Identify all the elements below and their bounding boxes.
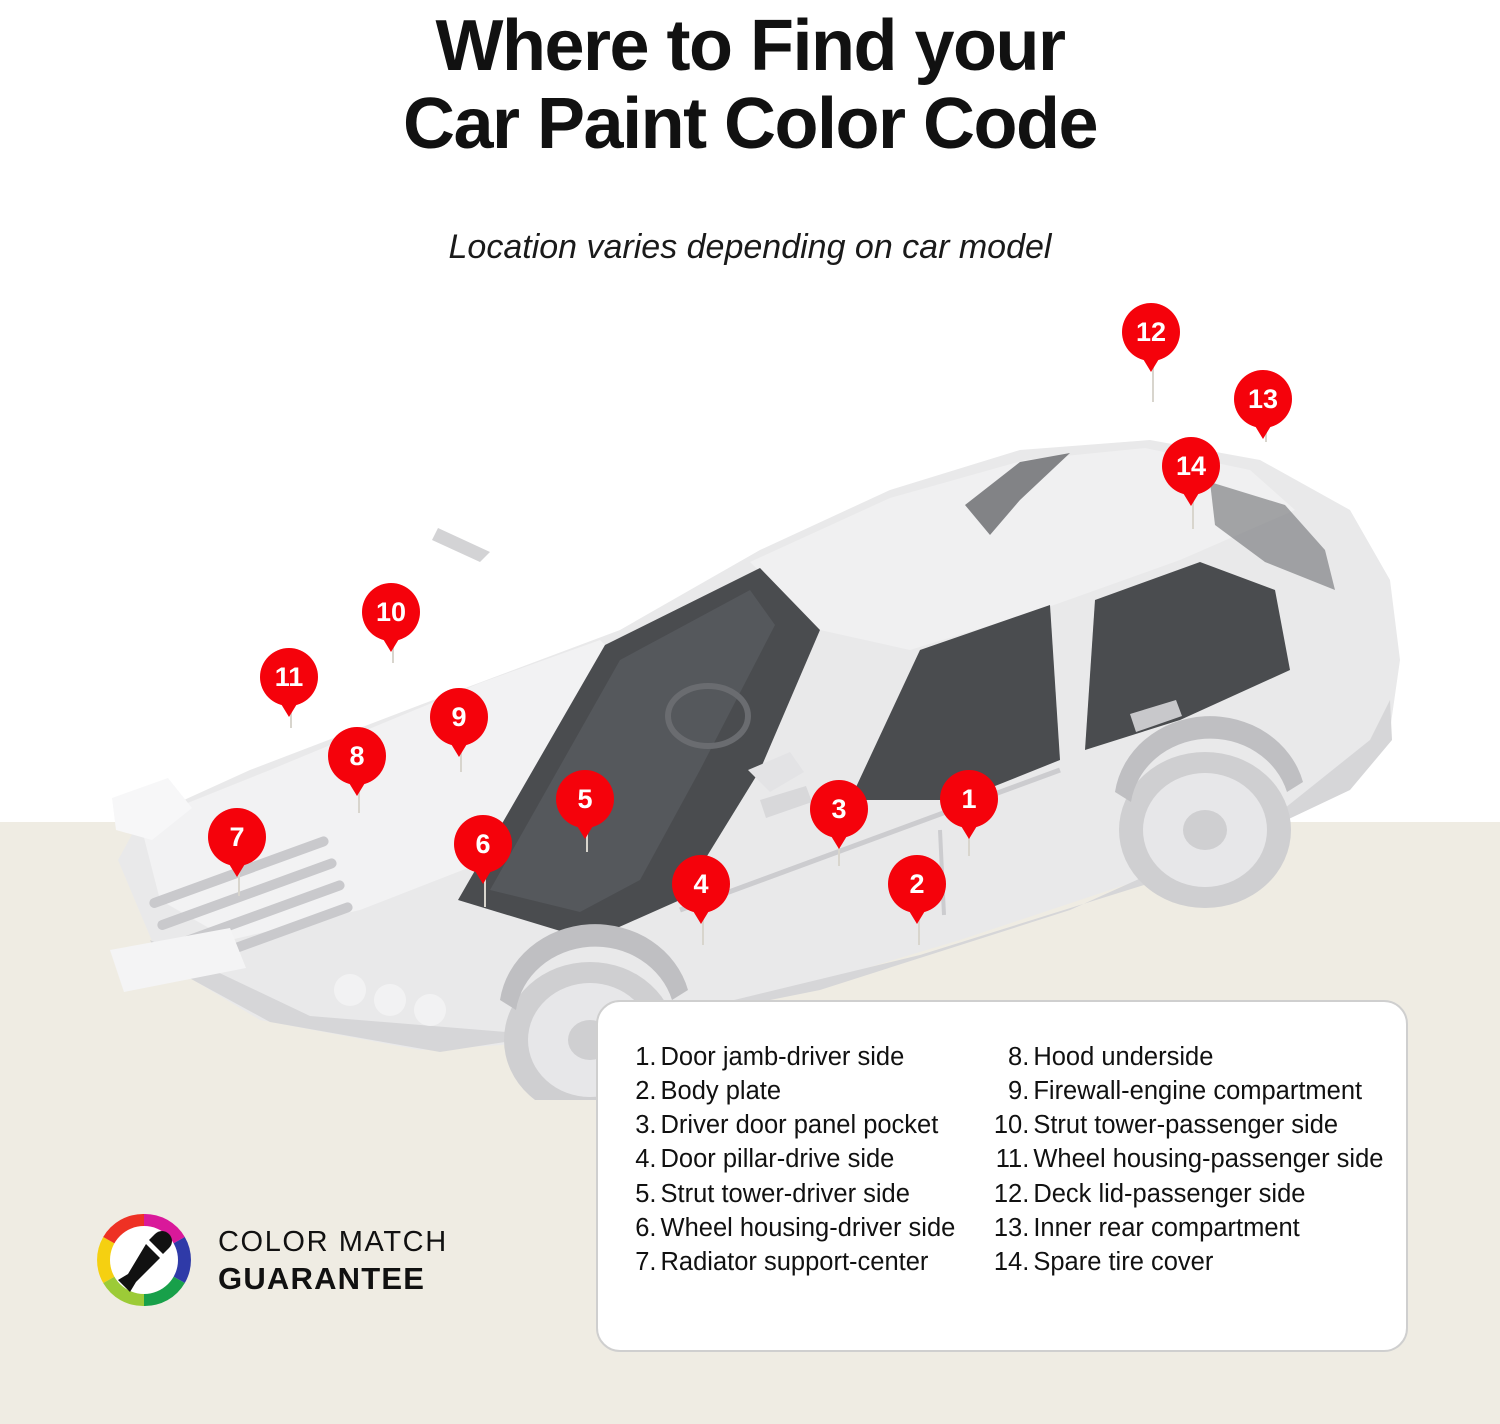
logo-line-2: GUARANTEE [218,1261,426,1296]
legend-number: 14. [993,1247,1030,1276]
legend-text: Door pillar-drive side [660,1145,895,1174]
legend-number: 1. [635,1043,657,1071]
pin-3[interactable] [810,780,868,838]
legend-column-right [993,1040,1383,1279]
legend-text: Body plate [660,1077,782,1106]
legend-item [621,1142,956,1176]
pin-label: 3 [831,793,847,824]
legend-text: Driver door panel pocket [660,1111,939,1140]
page-subtitle: Location varies depending on car model [448,228,1052,266]
pin-label: 2 [909,868,925,899]
pin-label: 1 [961,783,977,814]
legend-item [621,1177,956,1211]
legend-item [993,1211,1383,1245]
legend-item [621,1211,956,1245]
page-title [0,8,1500,164]
pin-10[interactable] [362,583,420,641]
pin-8[interactable] [328,727,386,785]
legend-item [993,1040,1383,1074]
legend-text: Spare tire cover [1033,1247,1214,1276]
pin-label: 7 [229,821,245,852]
legend-number: 13. [993,1213,1030,1242]
pin-label: 8 [349,740,365,771]
legend-item [621,1245,956,1279]
legend-number: 11. [995,1145,1030,1174]
pin-label: 11 [274,661,304,692]
legend-item [993,1074,1383,1108]
pin-label: 10 [375,596,407,627]
pin-label: 14 [1175,450,1207,481]
legend-text: Deck lid-passenger side [1033,1179,1306,1208]
title-line-2: Car Paint Color Code [402,83,1098,164]
legend-item [993,1177,1383,1211]
legend-number: 7. [635,1247,657,1276]
legend-number: 6. [635,1213,657,1242]
legend-number: 4. [635,1145,657,1174]
pin-12[interactable] [1122,303,1180,361]
legend-item [993,1108,1383,1142]
legend-text: Strut tower-passenger side [1033,1111,1339,1140]
logo-line-1: COLOR MATCH [218,1226,448,1258]
pin-14[interactable] [1162,437,1220,495]
legend-text: Radiator support-center [660,1247,929,1276]
legend-item [621,1074,956,1108]
legend-text: Wheel housing-driver side [660,1213,956,1242]
pin-label: 5 [577,783,593,814]
pin-7[interactable] [208,808,266,866]
legend-number: 3. [635,1111,657,1140]
legend-item [993,1142,1383,1176]
brand-logo [92,1208,492,1318]
pin-label: 6 [475,828,491,859]
pin-9[interactable] [430,688,488,746]
pin-label: 9 [451,701,467,732]
pin-4[interactable] [672,855,730,913]
legend-item [621,1108,956,1142]
legend-number: 9. [1008,1077,1030,1106]
pin-6[interactable] [454,815,512,873]
pin-1[interactable] [940,770,998,828]
pin-label: 12 [1135,316,1167,347]
legend-text: Strut tower-driver side [660,1179,910,1208]
legend-text: Door jamb-driver side [660,1043,905,1071]
pin-13[interactable] [1234,370,1292,428]
title-line-1: Where to Find your [435,6,1065,86]
legend-column-left [621,1040,956,1279]
color-wheel-dropper-icon [92,1208,196,1312]
legend-text: Inner rear compartment [1033,1213,1300,1242]
legend-number: 12. [993,1179,1030,1208]
pin-11[interactable] [260,648,318,706]
legend-text: Firewall-engine compartment [1033,1077,1363,1106]
logo-wordmark [218,1226,448,1297]
legend-number: 10. [993,1111,1030,1140]
legend-number: 2. [635,1077,657,1106]
pin-label: 13 [1247,383,1279,414]
pin-5[interactable] [556,770,614,828]
legend-number: 5. [635,1179,657,1208]
legend-text: Hood underside [1033,1043,1214,1071]
legend-number: 8. [1008,1043,1030,1071]
legend-item [993,1245,1383,1279]
legend-item [621,1040,956,1074]
pin-label: 4 [693,868,709,899]
legend-text: Wheel housing-passenger side [1033,1145,1384,1174]
legend-panel [596,1000,1408,1352]
pin-2[interactable] [888,855,946,913]
